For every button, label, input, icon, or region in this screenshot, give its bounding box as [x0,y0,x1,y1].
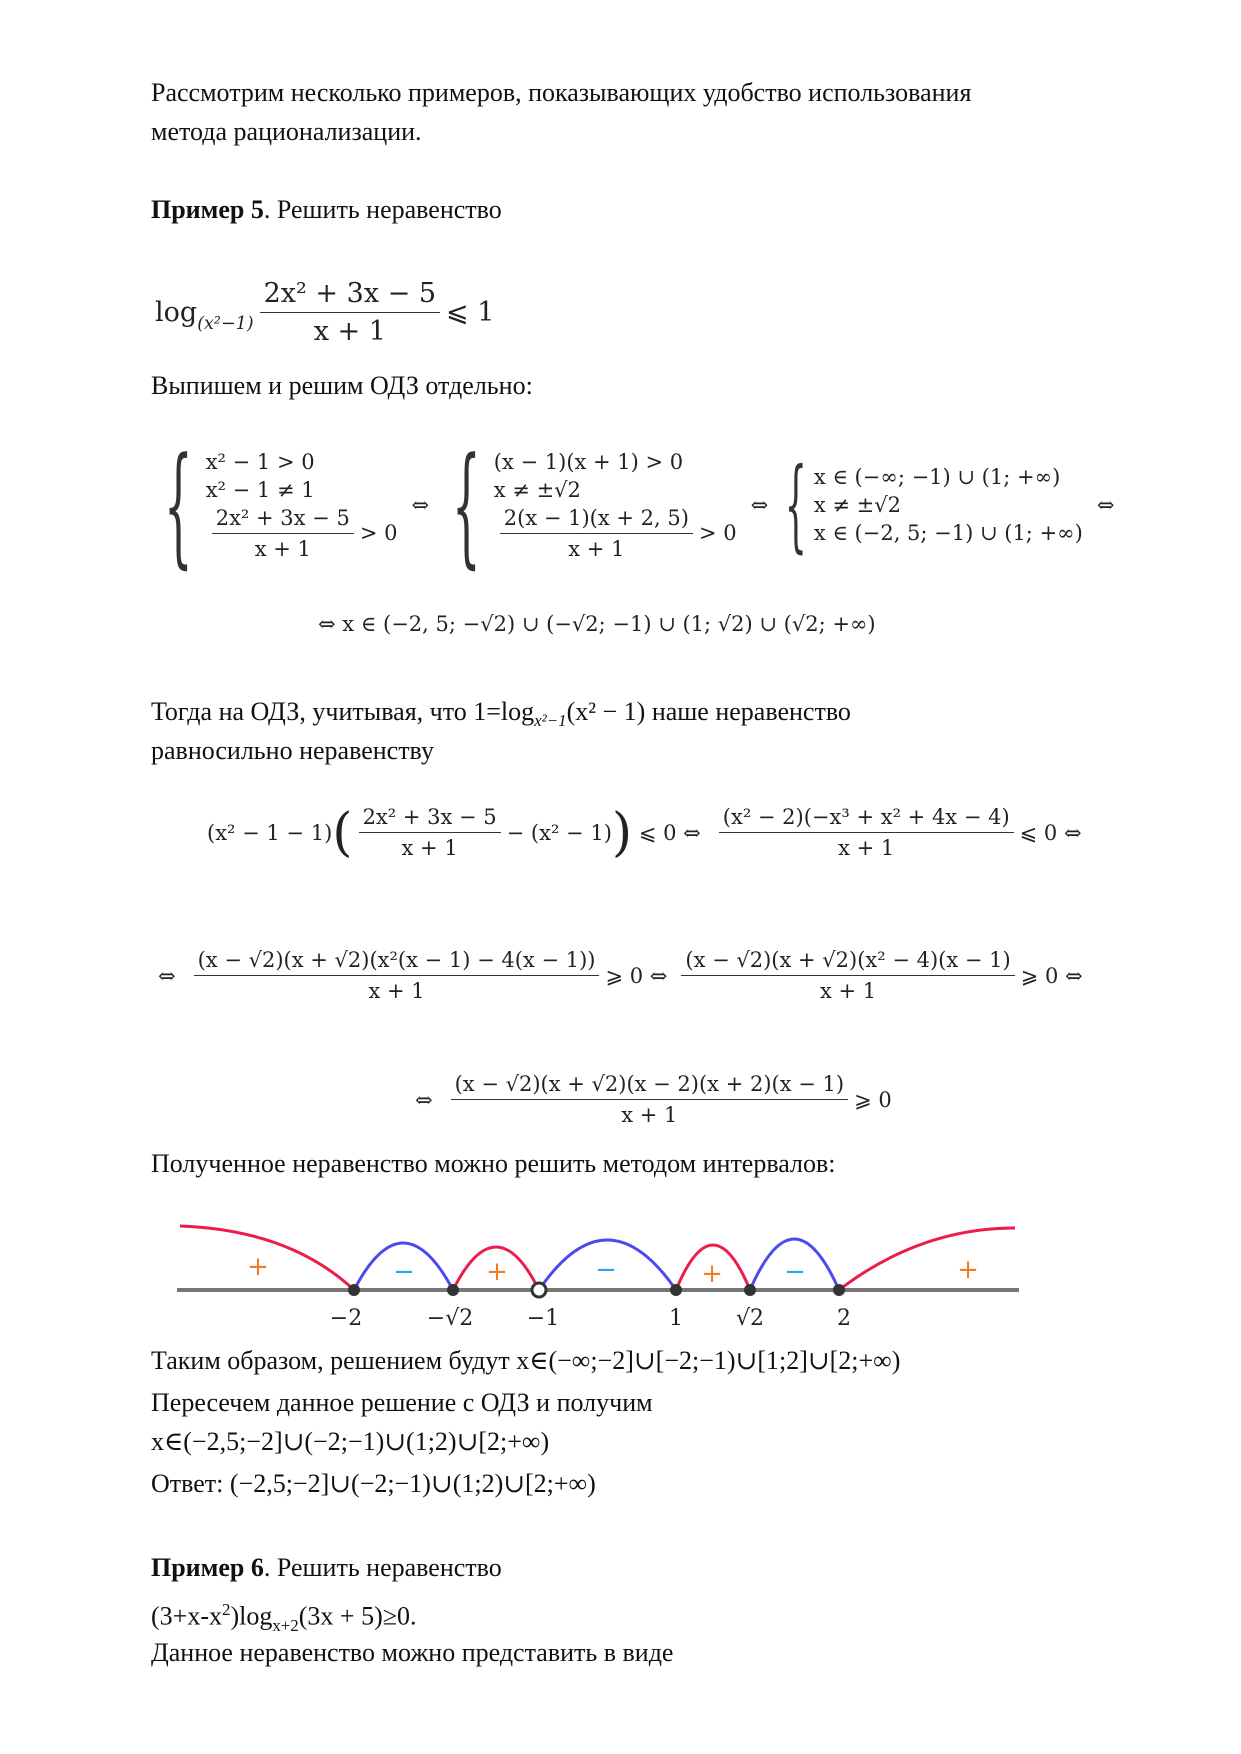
answer: Ответ: (−2,5;−2]∪(−2;−1)∪(1;2)∪[2;+∞) [151,1469,596,1498]
point [744,1284,756,1296]
example-label: Пример 6 [151,1553,264,1582]
sign: + [486,1257,508,1287]
equiv-sign: ⇔ [411,493,430,517]
tick-label: 1 [669,1306,683,1331]
text: Тогда на ОДЗ, учитывая, что 1=log [151,697,535,726]
solution-line-1: Таким образом, решением будут x∈(−∞;−2]∪[−2;−1)∪[1;2]∪[2;+∞) [151,1346,901,1375]
factor: (x² − 1 − 1) [207,820,333,845]
solution-line-3: x∈(−2,5;−2]∪(−2;−1)∪(1;2)∪[2;+∞) [151,1427,550,1456]
log-base: x+2 [272,1615,299,1635]
equation-1: (x² − 1 − 1) ( $\frac{\text{2x² + 3x − 5}}{x + 1}$ − (x² − 1) ) ⩽ 0 ⇔ $\frac{\text{(x² − 2)(−x³ + x² + 4x − 4)}}{x + 1}$ ⩽ 0 ⇔ [207,802,1082,863]
rhs: ⩽ 1 [446,297,495,328]
log-base: x²−1 [534,711,567,731]
gt: > 0 [698,521,737,545]
system-2: { (x − 1)(x + 1) > 0 x ≠ ±√2 $\frac{2(x - 1)(x + 2, 5)}{x + 1}$ > 0 [451,429,737,581]
le: ⩽ 0 ⇔ [1019,820,1082,845]
system-3: { x ∈ (−∞; −1) ∪ (1; +∞) x ≠ ±√2 x ∈ (−2, 5; −1) ∪ (1; +∞) [784,446,1083,563]
intervals-intro: Полученное неравенство можно решить методом интервалов: [151,1149,836,1178]
denominator: x + 1 [368,979,425,1003]
arc-plus [839,1228,1015,1290]
denominator: x + 1 [313,316,386,347]
text: )log [230,1601,273,1631]
numerator: 2(x − 1)(x + 2, 5) [500,506,693,534]
text: (3+x-x [151,1601,222,1631]
tick-label: √2 [735,1306,765,1331]
intro-line-2: метода рационализации. [151,117,422,146]
term: − (x² − 1) [506,820,612,845]
equiv-sign: ⇔ [415,1087,433,1112]
row: x² − 1 > 0 [205,449,315,474]
sign: − [393,1257,415,1287]
row: x ∈ (−∞; −1) ∪ (1; +∞) [813,465,1061,489]
denominator: x + 1 [819,979,877,1003]
text: (x² − 1) наше неравенство [566,697,851,726]
numerator: (x − √2)(x + √2)(x²(x − 1) − 4(x − 1)) [194,948,600,976]
equiv-sign: ⇔ [1096,493,1115,517]
row: x ≠ ±√2 [493,477,581,502]
le: ⩽ 0 ⇔ [638,820,701,845]
odz-intro: Выпишем и решим ОДЗ отдельно: [151,371,533,400]
system-1: { x² − 1 > 0 x² − 1 ≠ 1 $\frac{\text{2x² + 3x − 5}}{x + 1}$ > 0 [163,429,398,581]
open-point [532,1283,546,1297]
sign: − [784,1257,806,1287]
numerator: 2x² + 3x − 5 [260,278,440,313]
numerator: (x − √2)(x + √2)(x² − 4)(x − 1) [681,948,1014,976]
ge: ⩾ 0 ⇔ [605,963,668,988]
text: (3x + 5)≥0. [298,1601,417,1631]
sign: + [957,1255,979,1285]
log-base: (x²−1) [197,313,254,334]
numerator: (x² − 2)(−x³ + x² + 4x − 4) [719,805,1014,833]
point [348,1284,360,1296]
ge: ⩾ 0 ⇔ [1020,963,1083,988]
point [447,1284,459,1296]
tick-label: −2 [329,1306,363,1331]
gt: > 0 [359,521,398,545]
equiv-sign: ⇔ [750,493,769,517]
example-text: . Решить неравенство [263,195,502,224]
ge: ⩾ 0 [854,1087,892,1112]
row: (x − 1)(x + 1) > 0 [493,449,684,474]
point [833,1284,845,1296]
example-text: . Решить неравенство [263,1553,502,1582]
numerator: (x − √2)(x + √2)(x − 2)(x + 2)(x − 1) [451,1072,848,1100]
sign: + [247,1252,269,1282]
denominator: x + 1 [838,836,895,860]
example-label: Пример 5 [151,195,264,224]
numerator: 2x² + 3x − 5 [359,805,501,833]
point [670,1284,682,1296]
then-line-2: равносильно неравенству [151,736,434,765]
denominator: x + 1 [568,536,625,561]
log: log [155,297,198,328]
denominator: x + 1 [621,1103,678,1127]
example-6-heading [151,1548,502,1587]
sign: − [595,1255,617,1285]
tick-label: 2 [837,1306,851,1331]
tick-label: −1 [526,1306,560,1331]
row: x ≠ ±√2 [813,493,901,517]
sign: + [701,1259,723,1289]
example-6-line-3: Данное неравенство можно представить в виде [151,1638,674,1667]
intro-line-1: Рассмотрим несколько примеров, показывающих удобство использования [151,78,972,107]
denominator: x + 1 [254,536,311,561]
numerator: 2x² + 3x − 5 [212,506,354,534]
exponent: 2 [221,1600,231,1619]
denominator: x + 1 [401,836,458,860]
tick-label: −√2 [426,1306,474,1331]
row: x² − 1 ≠ 1 [205,477,315,502]
solution-line-2: Пересечем данное решение с ОДЗ и получим [151,1388,653,1417]
row: x ∈ (−2, 5; −1) ∪ (1; +∞) [813,521,1083,545]
odz-result: ⇔ x ∈ (−2, 5; −√2) ∪ (−√2; −1) ∪ (1; √2) ∪ (√2; +∞) [318,612,876,636]
equiv-sign: ⇔ [158,963,176,988]
